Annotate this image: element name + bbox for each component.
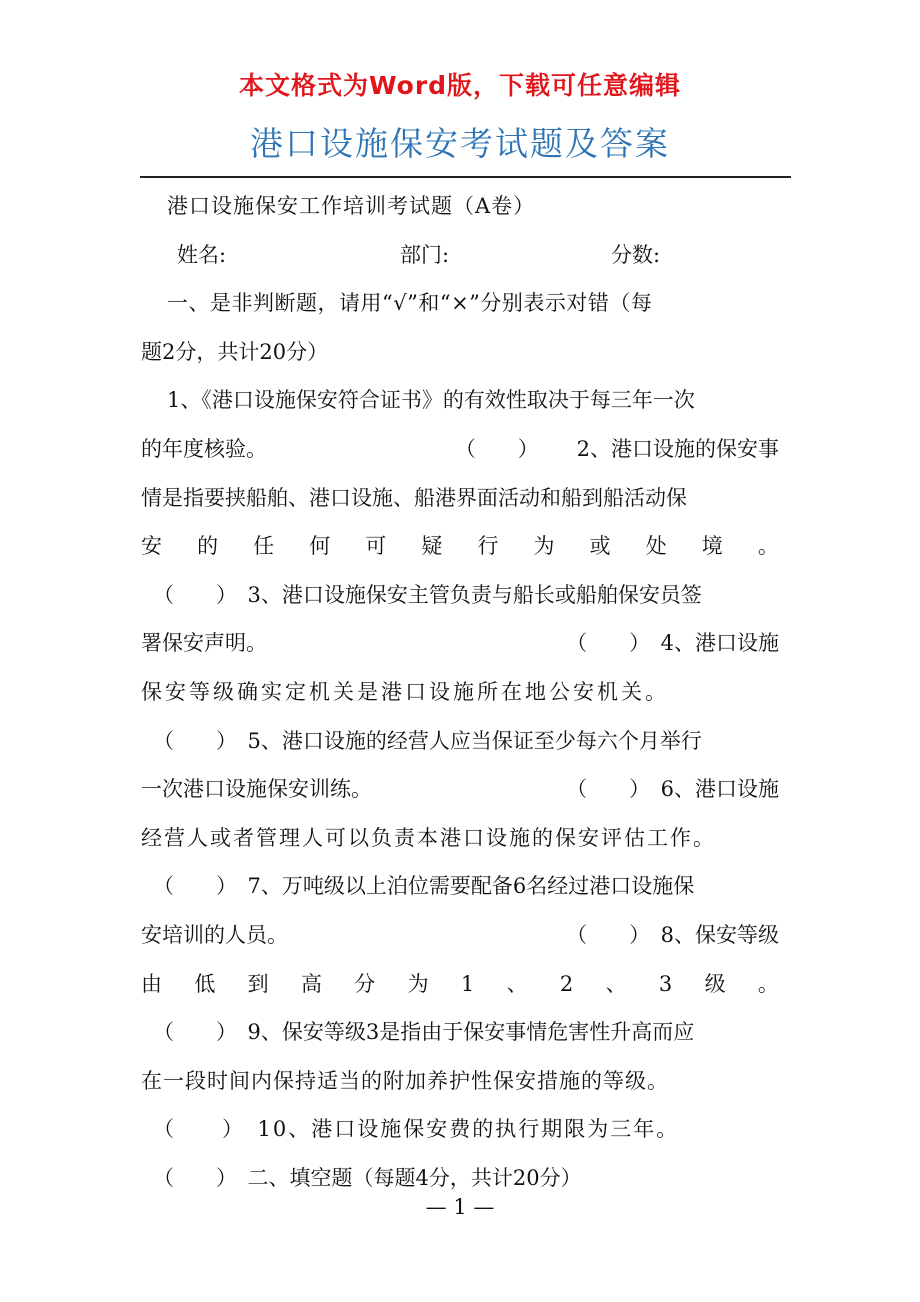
page-number: — 1 — <box>425 1195 495 1219</box>
question-line <box>141 619 779 668</box>
spread-char: 境 <box>701 534 723 559</box>
question-line: （ ） 5、港口设施的经营人应当保证至少每六个月举行 <box>153 728 702 753</box>
spread-char: 。 <box>757 534 779 559</box>
spread-char: 为 <box>407 971 429 996</box>
spread-char: 、 <box>605 971 627 996</box>
name-label: 姓名: <box>177 242 227 267</box>
spread-char: 任 <box>253 534 275 559</box>
answer-blank: （ ） <box>454 436 539 461</box>
question-line <box>141 911 779 960</box>
spread-char: 3 <box>658 971 673 996</box>
spread-char: 1 <box>460 971 475 996</box>
spread-char: 疑 <box>421 534 443 559</box>
question-text: （ ） 6、港口设施 <box>566 777 779 802</box>
question-line-spread <box>141 960 779 1009</box>
title-divider <box>140 176 791 178</box>
spread-char: 由 <box>141 971 162 996</box>
spread-char: 或 <box>589 534 611 559</box>
question-line: （ ） 3、港口设施保安主管负责与船长或船舶保安员签 <box>153 582 702 607</box>
question-text: （ ） 4、港口设施 <box>566 631 779 656</box>
question-line: （ ） 9、保安等级3是指由于保安事情危害性升高而应 <box>153 1020 695 1045</box>
document-body <box>141 182 779 1202</box>
question-text: 署保安声明。 <box>141 631 267 656</box>
spread-char: 可 <box>365 534 387 559</box>
spread-char: 到 <box>247 971 269 996</box>
question-text: （ ） 8、保安等级 <box>566 922 779 947</box>
section2-heading: （ ） 二、填空题（每题4分，共计20分） <box>153 1165 582 1190</box>
exam-info-row <box>141 231 779 280</box>
question-line: 在一段时间内保持适当的附加养护性保安措施的等级。 <box>141 1068 669 1093</box>
question-line <box>141 765 779 814</box>
question-text: 的年度核验。 <box>141 436 267 461</box>
question-line <box>141 425 779 474</box>
spread-char: 2 <box>559 971 574 996</box>
document-title: 港口设施保安考试题及答案 <box>250 124 670 163</box>
question-line: 1、《港口设施保安符合证书》的有效性取决于每三年一次 <box>167 388 695 413</box>
spread-char: 、 <box>506 971 528 996</box>
score-label: 分数: <box>611 242 661 267</box>
spread-char: 低 <box>194 971 216 996</box>
spread-char: 级 <box>704 971 726 996</box>
spread-char: 。 <box>757 971 779 996</box>
question-line: 保安等级确实定机关是港口设施所在地公安机关。 <box>141 679 669 704</box>
spread-char: 的 <box>197 534 219 559</box>
question-text: 安培训的人员。 <box>141 922 288 947</box>
download-banner: 本文格式为Word版，下载可任意编辑 <box>238 71 682 100</box>
spread-char: 处 <box>645 534 667 559</box>
spread-char: 分 <box>354 971 376 996</box>
section1-instructions: 一、是非判断题，请用“√”和“×”分别表示对错（每 <box>167 291 653 316</box>
question-text: 2、港口设施的保安事 <box>576 436 779 461</box>
exam-heading: 港口设施保安工作培训考试题（A卷） <box>167 194 536 218</box>
section1-instructions-cont: 题2分，共计20分） <box>141 339 329 364</box>
question-line: （ ） 7、万吨级以上泊位需要配备6名经过港口设施保 <box>153 874 695 899</box>
question-line-spread <box>141 522 779 571</box>
question-line: （ ） 10、港口设施保安费的执行期限为三年。 <box>153 1117 680 1142</box>
dept-label: 部门: <box>400 242 450 267</box>
question-line: 情是指要挟船舶、港口设施、船港界面活动和船到船活动保 <box>141 485 687 510</box>
spread-char: 安 <box>141 534 162 559</box>
spread-char: 高 <box>300 971 322 996</box>
question-line: 经营人或者管理人可以负责本港口设施的保安评估工作。 <box>141 825 716 850</box>
spread-char: 何 <box>309 534 331 559</box>
question-text: 一次港口设施保安训练。 <box>141 777 372 802</box>
spread-char: 为 <box>533 534 555 559</box>
spread-char: 行 <box>477 534 499 559</box>
